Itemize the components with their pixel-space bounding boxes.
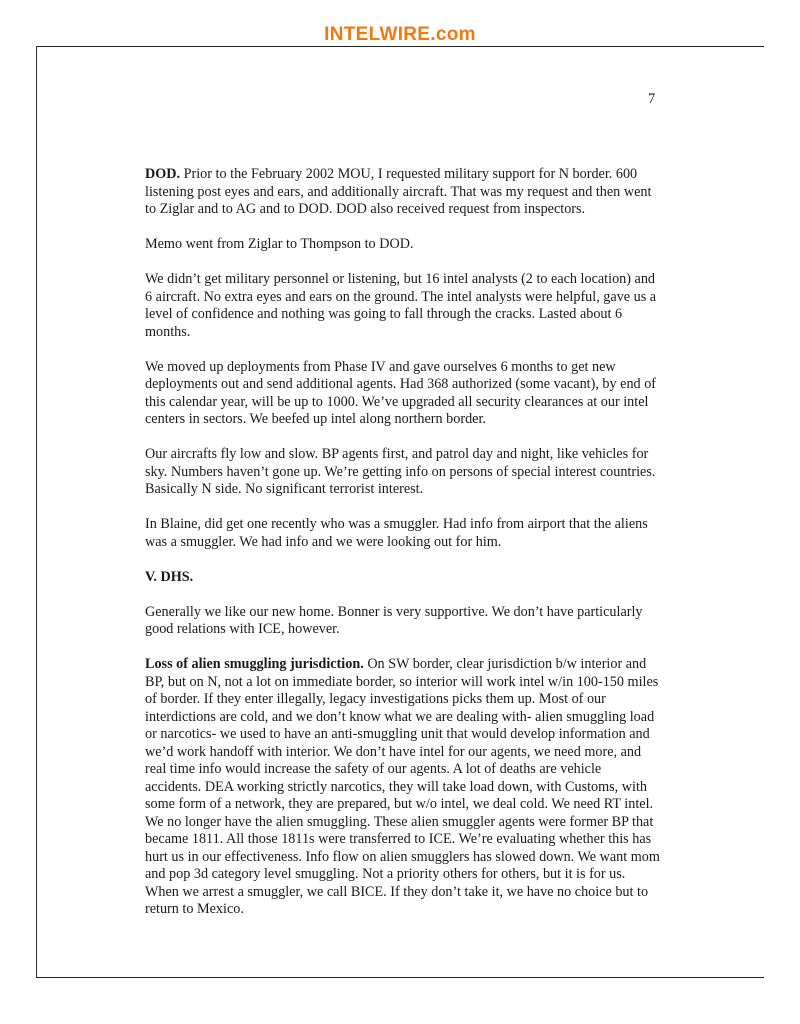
paragraph-text: Our aircrafts fly low and slow. BP agents first, and patrol day and night, like vehicles for sky. Numbers haven’t gone up. We’re getting info on persons of special interest countries. Basically N side. No significant terrorist interest. bbox=[145, 446, 656, 497]
paragraph-deployments bbox=[145, 359, 660, 429]
paragraph-text: We didn’t get military personnel or listening, but 16 intel analysts (2 to each location) and 6 aircraft. No extra eyes and ears on the ground. The intel analysts were helpful, gave us a level of confidence and nothing was going to fall through the cracks. Lasted about 6 months. bbox=[145, 271, 657, 340]
paragraph-lead: DOD. bbox=[145, 166, 181, 182]
top-rule bbox=[36, 46, 764, 47]
paragraph-new-home bbox=[145, 604, 660, 639]
paragraph-memo bbox=[145, 236, 660, 254]
paragraph-analysts bbox=[145, 271, 660, 341]
left-rule bbox=[36, 46, 37, 978]
page-number: 7 bbox=[648, 91, 656, 107]
bottom-rule bbox=[36, 977, 764, 978]
paragraph-text: Generally we like our new home. Bonner is very supportive. We don’t have particularly good relations with ICE, however. bbox=[145, 603, 643, 637]
paragraph-aircraft bbox=[145, 446, 660, 499]
paragraph-smuggling bbox=[145, 656, 660, 919]
paragraph-blaine bbox=[145, 516, 660, 551]
paragraph-text: On SW border, clear jurisdiction b/w interior and BP, but on N, not a lot on immediate border, so interior will work intel w/in 100-150 miles of border. If they enter illegally, legacy investigations picks them up. Most of our interdictions are cold, and we don’t know what we are dealing with- alien smuggling load or narcotics- we used to have an anti-smuggling unit that would develop information and we’d work handoff with interior. We don’t have intel for our agents, we need more, and real time info would increase the safety of our agents. A lot of deaths are vehicle accidents. DEA working strictly narcotics, they will take load down, with Customs, with some form of a network, they are prepared, but w/o intel, we deal cold. We need RT intel. We no longer have the alien smuggling. These alien smuggler agents were former BP that became 1811. All those 1811s were transferred to ICE. We’re evaluating whether this has hurt us in our effectiveness. Info flow on alien smugglers has slowed down. We want mom and pop 3d category level smuggling. Not a priority others for others, but it is for us. When we arrest a smuggler, we call BICE. If they don’t take it, we have no choice but to return to Mexico. bbox=[145, 656, 660, 917]
paragraph-text: In Blaine, did get one recently who was a smuggler. Had info from airport that the aliens was a smuggler. We had info and we were looking out for him. bbox=[145, 516, 648, 550]
paragraph-dod bbox=[145, 166, 660, 219]
section-heading-dhs: V. DHS. bbox=[145, 568, 194, 585]
document-body bbox=[145, 166, 660, 936]
paragraph-text: Prior to the February 2002 MOU, I requested military support for N border. 600 listening post eyes and ears, and additionally aircraft. That was my request and then went to Ziglar and to AG and to DOD. DOD also received request from inspectors. bbox=[145, 166, 652, 217]
paragraph-text: We moved up deployments from Phase IV and gave ourselves 6 months to get new deployments out and send additional agents. Had 368 authorized (some vacant), by end of this calendar year, will be up to 1000. We’ve upgraded all security clearances at our intel centers in sectors. We beefed up intel along northern border. bbox=[145, 358, 657, 427]
site-banner: INTELWIRE.com bbox=[324, 24, 476, 45]
paragraph-text: Memo went from Ziglar to Thompson to DOD. bbox=[145, 236, 414, 252]
paragraph-lead: Loss of alien smuggling jurisdiction. bbox=[145, 656, 364, 672]
